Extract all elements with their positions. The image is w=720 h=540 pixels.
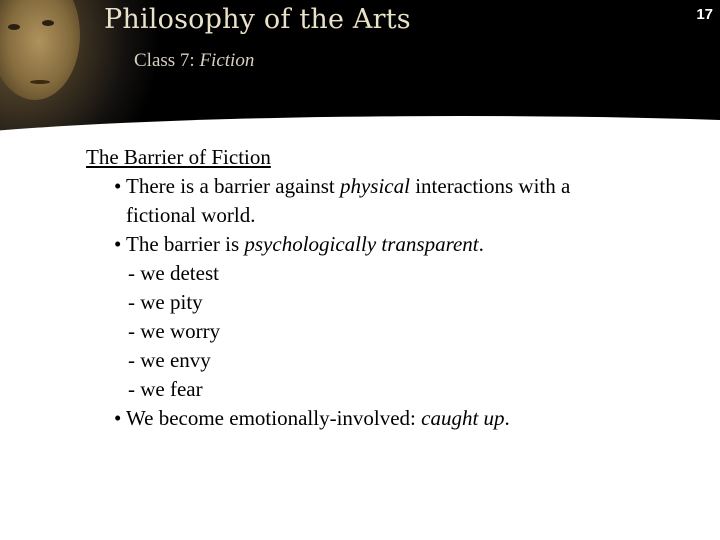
bullet-glyph: • bbox=[114, 174, 122, 198]
slide-header bbox=[0, 0, 720, 135]
sub-item: - we pity bbox=[128, 290, 203, 314]
sub-item: - we fear bbox=[128, 377, 203, 401]
sub-item: - we envy bbox=[128, 348, 211, 372]
class-subtitle bbox=[134, 50, 254, 72]
class-topic: Fiction bbox=[199, 50, 255, 71]
section-heading: The Barrier of Fiction bbox=[86, 145, 271, 169]
bullet-item: • The barrier is psychologically transparent. bbox=[86, 230, 686, 259]
mona-lisa-portrait bbox=[0, 0, 110, 125]
sub-item: - we detest bbox=[128, 261, 219, 285]
bullet-item: • We become emotionally-involved: caught up. bbox=[86, 404, 686, 433]
course-title: Philosophy of the Arts bbox=[104, 4, 411, 35]
slide-number: 17 bbox=[696, 6, 713, 23]
bullet-glyph: • bbox=[114, 406, 122, 430]
class-label: Class 7: bbox=[134, 50, 200, 71]
bullet-item: • There is a barrier against physical interactions with a fictional world. bbox=[114, 174, 571, 227]
sub-item: - we worry bbox=[128, 319, 221, 343]
slide-body bbox=[86, 143, 686, 433]
bullet-glyph: • bbox=[114, 232, 122, 256]
